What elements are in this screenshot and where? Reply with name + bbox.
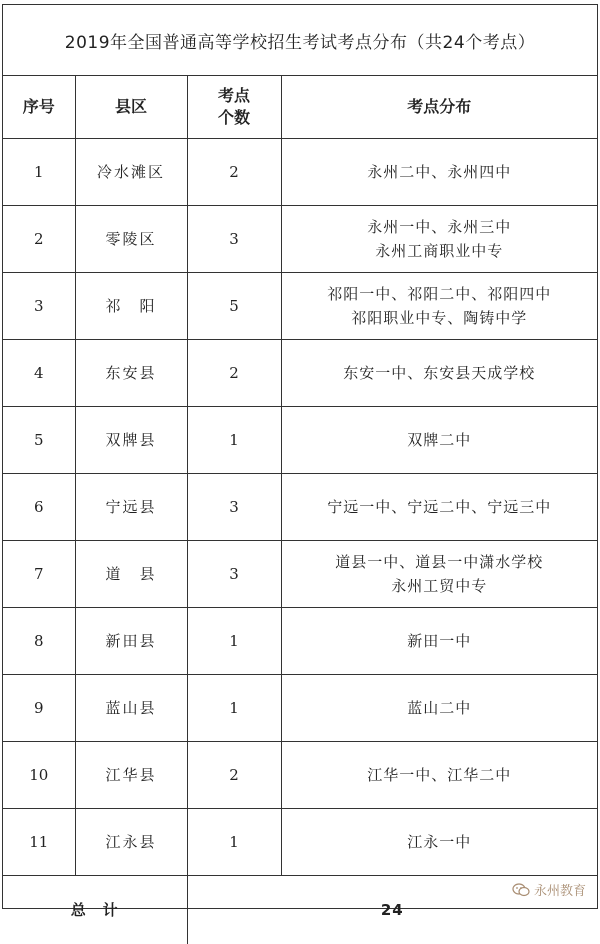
row-sites [281,742,597,809]
table-row [3,675,597,742]
site-line: 永州工商职业中专 [282,239,598,263]
site-line: 蓝山二中 [282,696,598,720]
row-index: 4 [3,340,75,407]
document-page [2,4,598,909]
watermark [512,880,586,899]
header-district: 县区 [75,76,187,139]
row-count: 5 [187,273,281,340]
row-district: 道 县 [75,541,187,608]
row-count: 2 [187,340,281,407]
site-line: 东安一中、东安县天成学校 [282,361,598,385]
row-count: 1 [187,608,281,675]
row-count: 1 [187,675,281,742]
total-row [3,876,597,944]
row-index: 1 [3,139,75,206]
row-index: 2 [3,206,75,273]
row-count: 2 [187,742,281,809]
table-row [3,541,597,608]
site-line: 永州工贸中专 [282,574,598,598]
watermark-text: 永州教育 [534,880,586,899]
row-district: 祁 阳 [75,273,187,340]
header-sites: 考点分布 [281,76,597,139]
table-row [3,273,597,340]
site-line: 道县一中、道县一中潇水学校 [282,550,598,574]
row-index: 6 [3,474,75,541]
table-row [3,809,597,876]
total-label: 总 计 [3,876,187,944]
row-sites [281,340,597,407]
table-row [3,206,597,273]
row-district: 零陵区 [75,206,187,273]
row-sites [281,675,597,742]
wechat-icon [512,883,530,897]
row-index: 7 [3,541,75,608]
table-title: 2019年全国普通高等学校招生考试考点分布（共24个考点） [3,5,597,76]
row-district: 江华县 [75,742,187,809]
table-row [3,139,597,206]
row-district: 蓝山县 [75,675,187,742]
row-count: 3 [187,474,281,541]
row-sites [281,139,597,206]
table-row [3,340,597,407]
site-line: 永州二中、永州四中 [282,160,598,184]
site-line: 双牌二中 [282,428,598,452]
row-index: 11 [3,809,75,876]
site-line: 江永一中 [282,830,598,854]
row-index: 5 [3,407,75,474]
header-row [3,76,597,139]
row-index: 8 [3,608,75,675]
row-count: 2 [187,139,281,206]
row-district: 新田县 [75,608,187,675]
row-index: 3 [3,273,75,340]
site-line: 祁阳一中、祁阳二中、祁阳四中 [282,282,598,306]
table-row [3,608,597,675]
site-line: 江华一中、江华二中 [282,763,598,787]
row-sites [281,407,597,474]
row-sites [281,541,597,608]
exam-site-table [3,76,597,944]
site-line: 祁阳职业中专、陶铸中学 [282,306,598,330]
table-row [3,742,597,809]
site-line: 宁远一中、宁远二中、宁远三中 [282,495,598,519]
row-sites [281,273,597,340]
table-row [3,407,597,474]
total-value: 24 [187,876,597,944]
row-sites [281,608,597,675]
row-index: 10 [3,742,75,809]
row-count: 3 [187,206,281,273]
row-count: 1 [187,407,281,474]
row-district: 宁远县 [75,474,187,541]
header-index: 序号 [3,76,75,139]
row-sites [281,474,597,541]
row-sites [281,206,597,273]
row-district: 东安县 [75,340,187,407]
row-district: 江永县 [75,809,187,876]
header-count-line2: 个数 [188,107,281,129]
site-line: 新田一中 [282,629,598,653]
row-district: 双牌县 [75,407,187,474]
site-line: 永州一中、永州三中 [282,215,598,239]
row-sites [281,809,597,876]
row-index: 9 [3,675,75,742]
table-row [3,474,597,541]
row-count: 3 [187,541,281,608]
header-count-line1: 考点 [188,85,281,107]
row-count: 1 [187,809,281,876]
header-count [187,76,281,139]
row-district: 冷水滩区 [75,139,187,206]
